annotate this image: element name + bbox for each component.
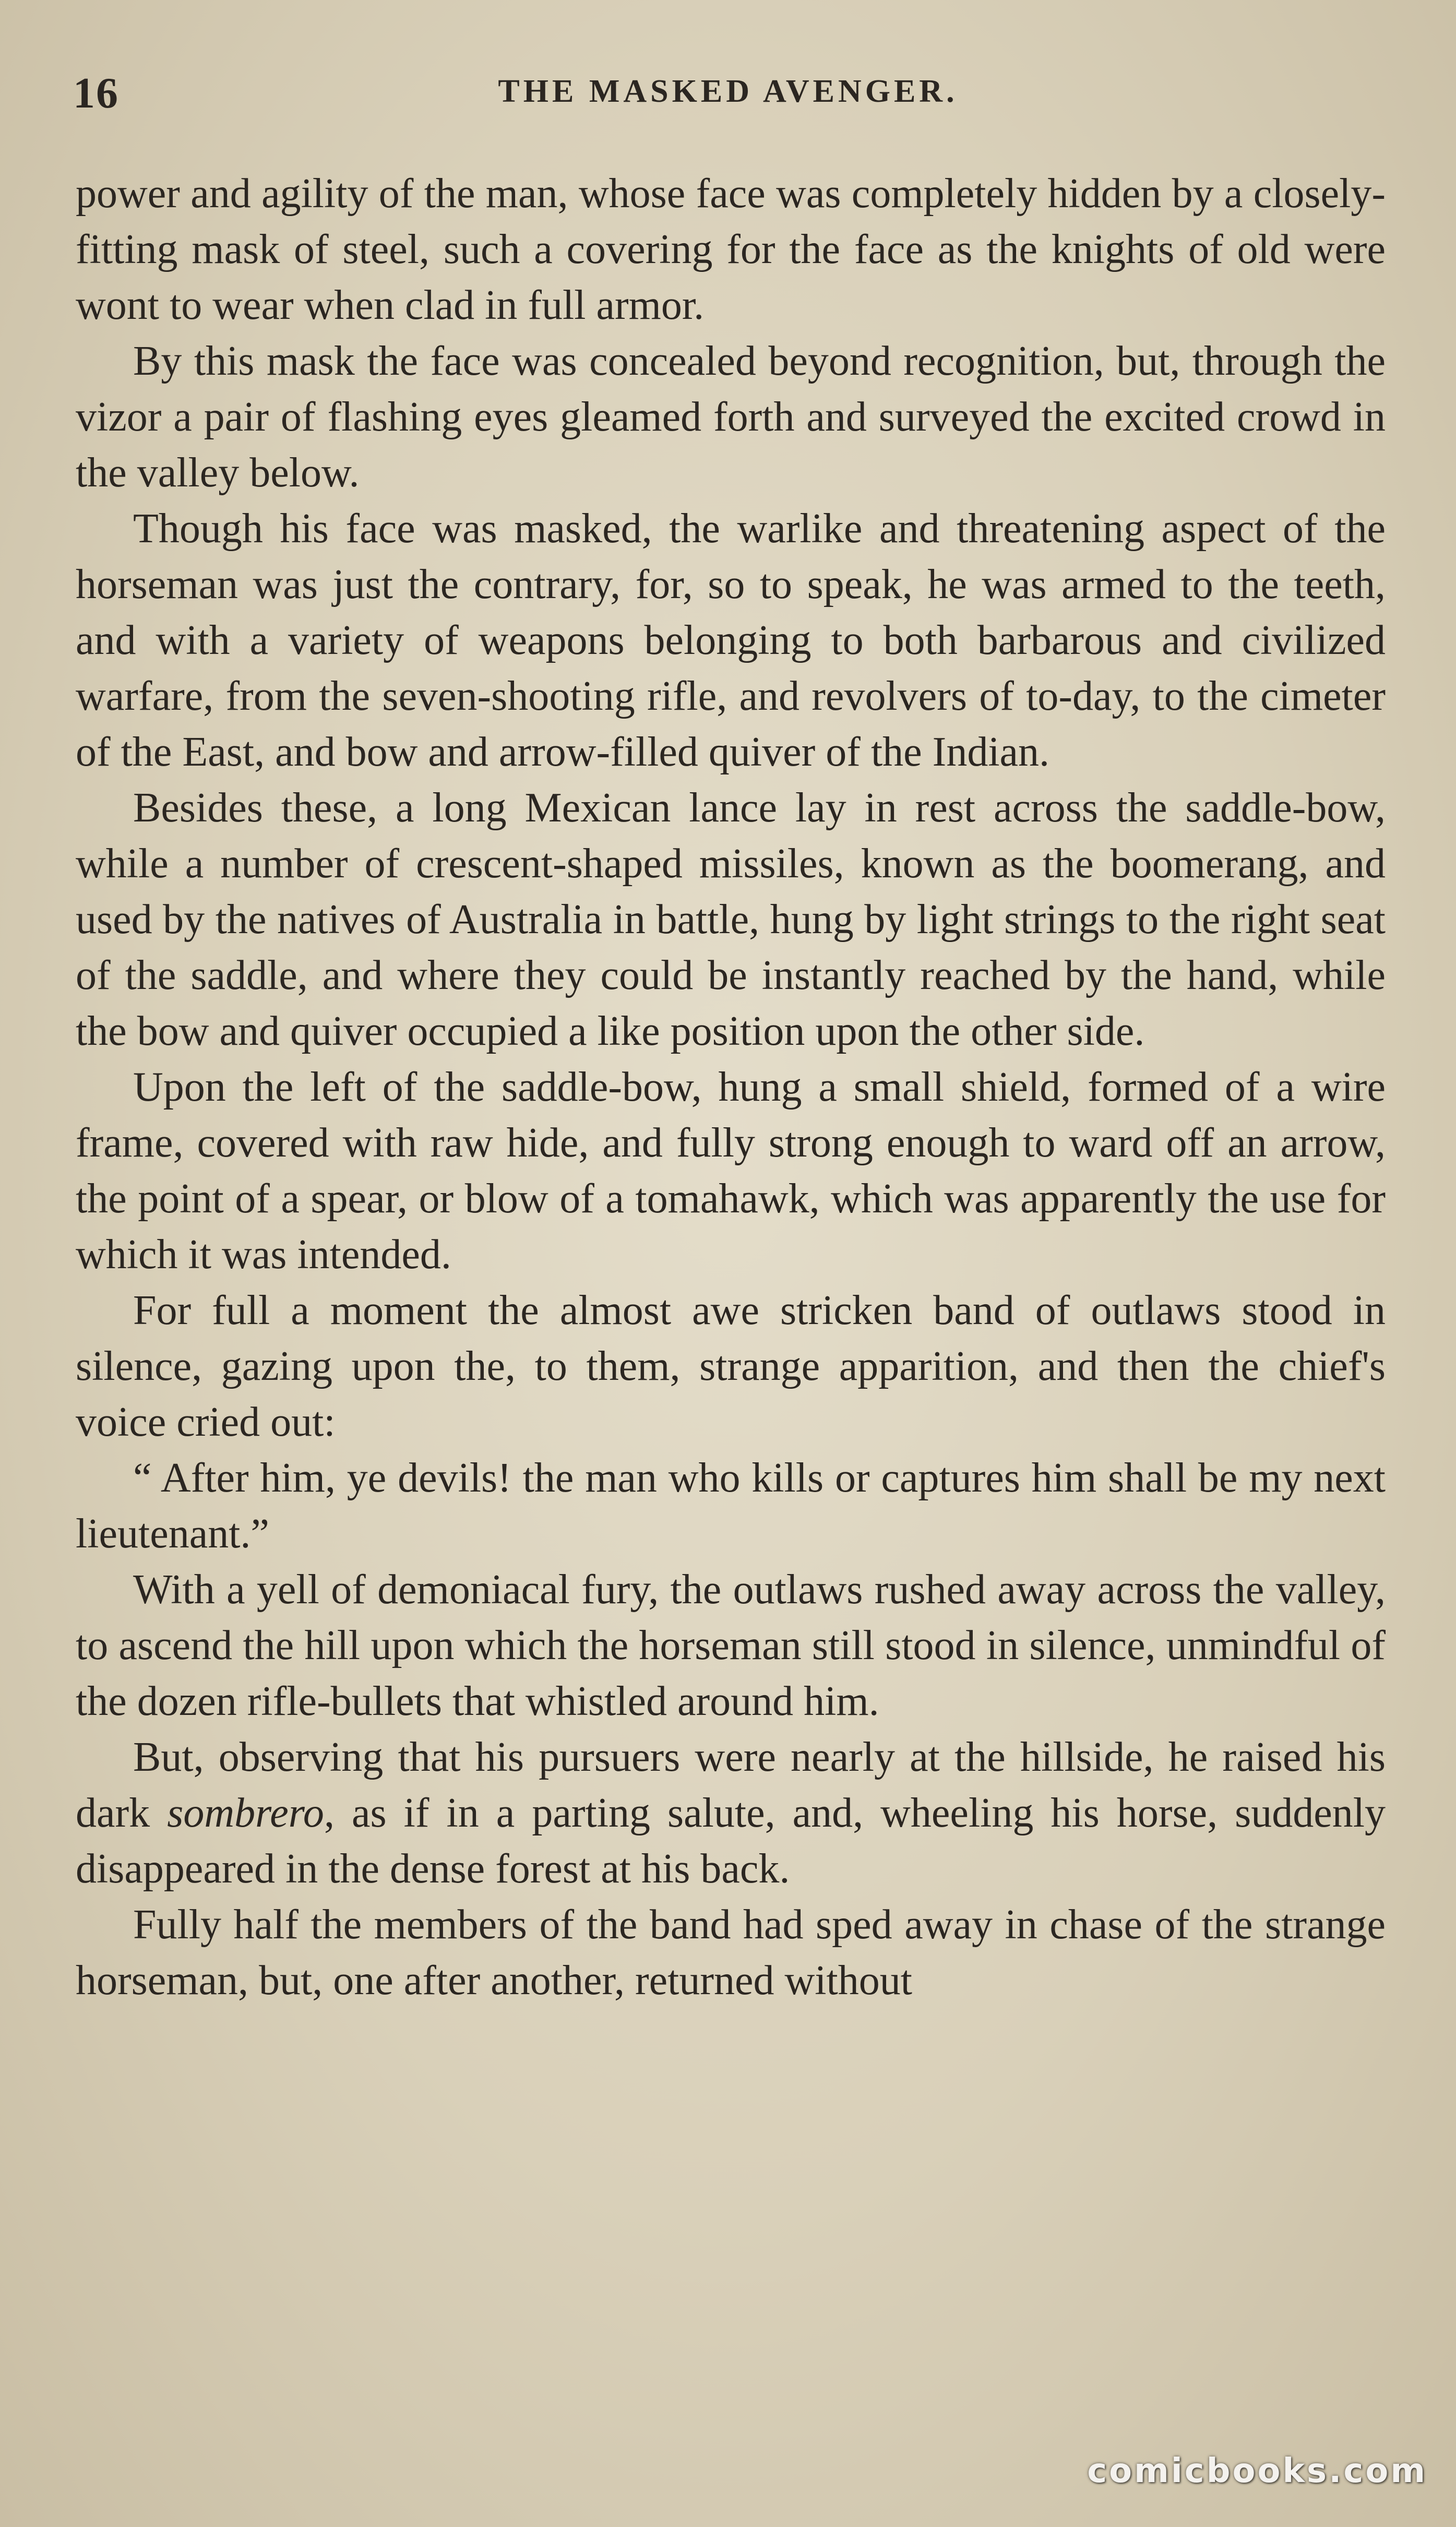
paragraph: For full a moment the almost awe stricken band of outlaws stood in silence, gazing upon the, to them, strange apparition, and then the chief's voice cried out: (76, 1288, 1386, 1445)
paragraph-text: , as if in a parting salute, and, wheeling his horse, suddenly disappeared in the dense forest at his back. (76, 1790, 1386, 1892)
paragraph: Though his face was masked, the warlike and threatening aspect of the horseman was just the contrary, for, so to speak, he was armed to the teeth, and with a variety of weapons belonging to both barbarous and civilized warfare, from the seven-shooting rifle, and revolvers of to-day, to the cimeter of the East, and bow and arrow-filled quiver of the Indian. (76, 506, 1386, 775)
paragraph: Fully half the members of the band had sped away in chase of the strange horseman, but, one after another, returned without (76, 1902, 1386, 2004)
paragraph: With a yell of demoniacal fury, the outlaws rushed away across the valley, to ascend the hill upon which the horseman still stood in silence, unmindful of the dozen rifle-bullets that whistled around him. (76, 1567, 1386, 1724)
paragraph: By this mask the face was concealed beyond recognition, but, through the vizor a pair of flashing eyes gleamed forth and surveyed the excited crowd in the valley below. (76, 338, 1386, 496)
watermark: comicbooks.com (1087, 2452, 1427, 2490)
running-title: THE MASKED AVENGER. (498, 74, 958, 109)
italic-word: sombrero (167, 1790, 324, 1836)
paragraph: Upon the left of the saddle-bow, hung a small shield, formed of a wire frame, covered with raw hide, and fully strong enough to ward off an arrow, the point of a spear, or blow of a tomahawk, which was apparently the use for which it was intended. (76, 1064, 1386, 1278)
running-head (73, 68, 1383, 130)
paragraph: “ After him, ye devils! the man who kills or captures him shall be my next lieutenant.” (76, 1455, 1386, 1557)
paragraph (76, 1730, 1386, 1897)
paragraph: power and agility of the man, whose face was completely hidden by a closely-fitting mask of steel, such a covering for the face as the knights of old were wont to wear when clad in full armor. (76, 171, 1386, 328)
page-number: 16 (73, 69, 119, 117)
paragraph: Besides these, a long Mexican lance lay in rest across the saddle-bow, while a number of crescent-shaped missiles, known as the boomerang, and used by the natives of Australia in battle, hung by light strings to the right seat of the saddle, and where they could be instantly reached by the hand, while the bow and quiver occupied a like position upon the other side. (76, 785, 1386, 1054)
body-text (76, 166, 1386, 2009)
paragraph-text: But, observing that his pursuers were nearly at the hillside, he raised his dark (76, 1734, 1386, 1836)
